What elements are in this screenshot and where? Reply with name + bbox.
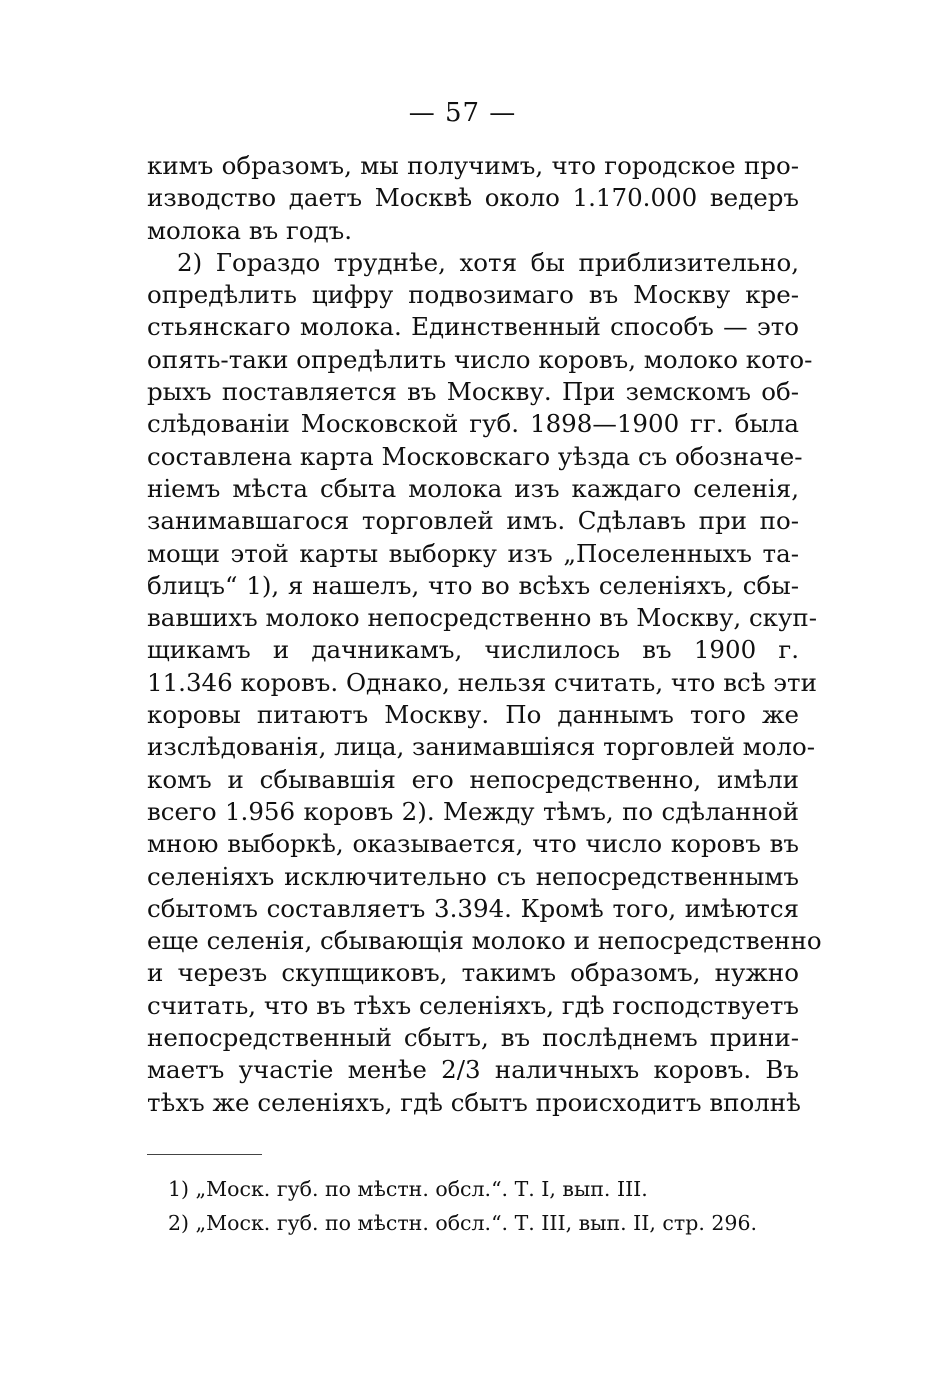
text-line: 11.346 коровъ. Однако, нельзя считать, что всѣ эти — [147, 667, 817, 697]
text-line: селеніяхъ исключительно съ непосредственнымъ — [147, 861, 799, 891]
text-line: считать, что въ тѣхъ селеніяхъ, гдѣ господствуетъ — [147, 990, 799, 1020]
text-line: маетъ участіе менѣе 2/3 наличныхъ коровъ. Въ — [147, 1055, 799, 1085]
text-line: молока въ годъ. — [147, 215, 353, 245]
text-line: комъ и сбывавшія его непосредственно, имѣли — [147, 764, 799, 794]
text-line: стьянскаго молока. Единственный способъ — это — [147, 312, 799, 342]
text-line: мощи этой карты выборку изъ „Поселенныхъ та- — [147, 538, 799, 568]
text-line: занимавшагося торговлей имъ. Сдѣлавъ при по- — [147, 506, 799, 536]
text-line: сбытомъ составляетъ 3.394. Кромѣ того, имѣются — [147, 893, 799, 923]
text-line: коровы питаютъ Москву. По даннымъ того же — [147, 700, 799, 730]
text-line: 2) Гораздо труднѣе, хотя бы приблизительно, — [177, 247, 799, 277]
text-line: опредѣлить цифру подвозимаго въ Москву кре- — [147, 280, 799, 310]
text-line: непосредственный сбытъ, въ послѣднемъ прини- — [147, 1023, 799, 1053]
text-line: и черезъ скупщиковъ, такимъ образомъ, нужно — [147, 958, 799, 988]
text-line: ніемъ мѣста сбыта молока изъ каждаго селенія, — [147, 473, 799, 503]
footnotes — [168, 1172, 808, 1240]
footnote: 2) „Моск. губ. по мѣстн. обсл.“. Т. III, вып. II, стр. 296. — [168, 1211, 758, 1235]
text-line: щикамъ и дачникамъ, числилось въ 1900 г. — [147, 635, 799, 665]
text-line: тѣхъ же селеніяхъ, гдѣ сбытъ происходитъ вполнѣ — [147, 1087, 801, 1117]
text-line: рыхъ поставляется въ Москву. При земскомъ об- — [147, 377, 799, 407]
text-line: еще селенія, сбывающія молоко и непосредственно — [147, 926, 822, 956]
text-line: составлена карта Московскаго уѣзда съ обозначе- — [147, 441, 803, 471]
text-line: блицъ“ 1), я нашелъ, что во всѣхъ селеніяхъ, сбы- — [147, 570, 799, 600]
text-line: слѣдованіи Московской губ. 1898—1900 гг. была — [147, 409, 799, 439]
page-number: — 57 — — [408, 98, 517, 128]
text-line: изслѣдованія, лица, занимавшіяся торговлей моло- — [147, 732, 816, 762]
text-line: всего 1.956 коровъ 2). Между тѣмъ, по сдѣланной — [147, 796, 799, 826]
footnote-divider — [147, 1154, 262, 1155]
text-line: опять-таки опредѣлить число коровъ, молоко кото- — [147, 344, 813, 374]
body-text — [147, 150, 822, 1119]
text-line: изводство даетъ Москвѣ около 1.170.000 ведеръ — [147, 183, 799, 213]
footnote: 1) „Моск. губ. по мѣстн. обсл.“. Т. I, вып. III. — [168, 1177, 648, 1201]
text-line: кимъ образомъ, мы получимъ, что городское про- — [147, 151, 799, 180]
text-line: мною выборкѣ, оказывается, что число коровъ въ — [147, 829, 799, 859]
text-line: вавшихъ молоко непосредственно въ Москву, скуп- — [147, 603, 818, 633]
